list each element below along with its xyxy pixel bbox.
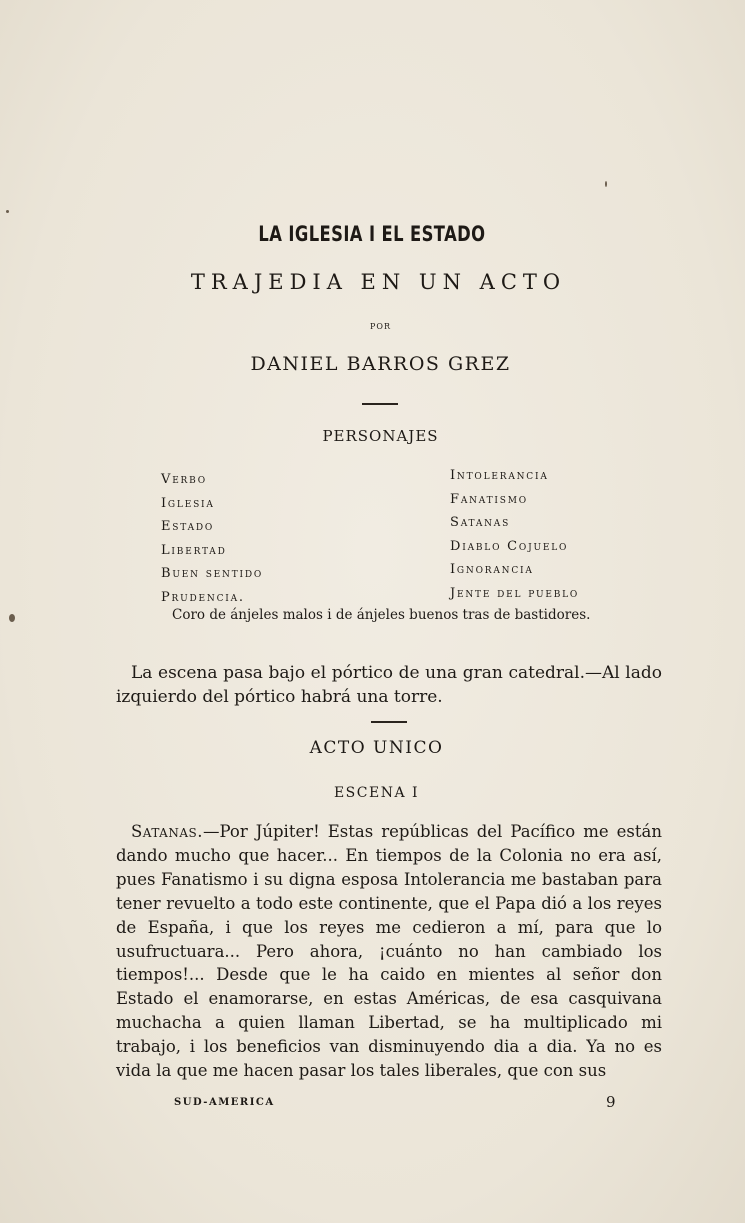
author-name: DANIEL BARROS GREZ: [250, 353, 511, 375]
speech-text: —Por Júpiter! Estas repúblicas del Pacífico me están dando mucho que hacer... En tiempos de la Colonia no era así, pues Fanatismo i su digna esposa Intolerancia me bastaban para tener revuelto a todo este continente, que el Papa dió a los reyes de España, i que los reyes me cedieron a mí, para que lo usufructuara... Pero ahora, ¡cuánto no han cambiado los tiempos!... Desde que le ha caido en mientes al señor don Estado el enamorarse, en estas Américas, de esa casquivana muchacha a quien llaman Libertad, se ha multiplicado mi trabajo, i los beneficios van disminuyendo dia a dia. Ya no es vida la que me hacen pasar los tales liberales, que con sus: [116, 822, 662, 1081]
byline: POR: [370, 322, 391, 331]
character-name: Buen sentido: [161, 566, 264, 582]
play-subtitle: TRAJEDIA EN UN ACTO: [190, 270, 567, 294]
character-name: Prudencia.: [161, 589, 245, 605]
speech-paragraph: [116, 820, 662, 1083]
paper-speck: [6, 210, 9, 213]
page-number: 9: [606, 1093, 616, 1111]
character-name: Intolerancia: [450, 468, 549, 483]
characters-heading: PERSONAJES: [322, 427, 439, 445]
character-name: Iglesia: [161, 495, 215, 511]
speaker-name: Satanas.: [131, 822, 203, 841]
footer-publication: SUD-AMERICA: [174, 1097, 275, 1108]
character-name: Libertad: [161, 542, 227, 558]
character-name: Estado: [161, 519, 215, 535]
paper-speck: [9, 614, 15, 622]
character-name: Satanas: [450, 515, 511, 531]
play-title: LA IGLESIA I EL ESTADO: [258, 222, 486, 246]
characters-left-column: [161, 470, 263, 612]
act-heading: ACTO UNICO: [309, 738, 444, 758]
chorus-note: Coro de ánjeles malos i de ánjeles buenos tras de bastidores.: [172, 607, 591, 623]
character-name: Fanatismo: [450, 491, 528, 507]
stage-setting: La escena pasa bajo el pórtico de una gran catedral.—Al lado izquierdo del pórtico habrá una torre.: [116, 663, 662, 708]
paper-speck: [605, 181, 607, 187]
scene-heading: ESCENA I: [333, 785, 420, 801]
character-name: Diablo Cojuelo: [450, 538, 569, 554]
character-name: Ignorancia: [450, 562, 534, 578]
characters-right-column: [450, 466, 579, 608]
title-divider: [362, 403, 398, 405]
setting-divider: [371, 721, 407, 723]
character-name: Verbo: [161, 472, 207, 487]
character-name: Jente del pueblo: [450, 585, 580, 601]
